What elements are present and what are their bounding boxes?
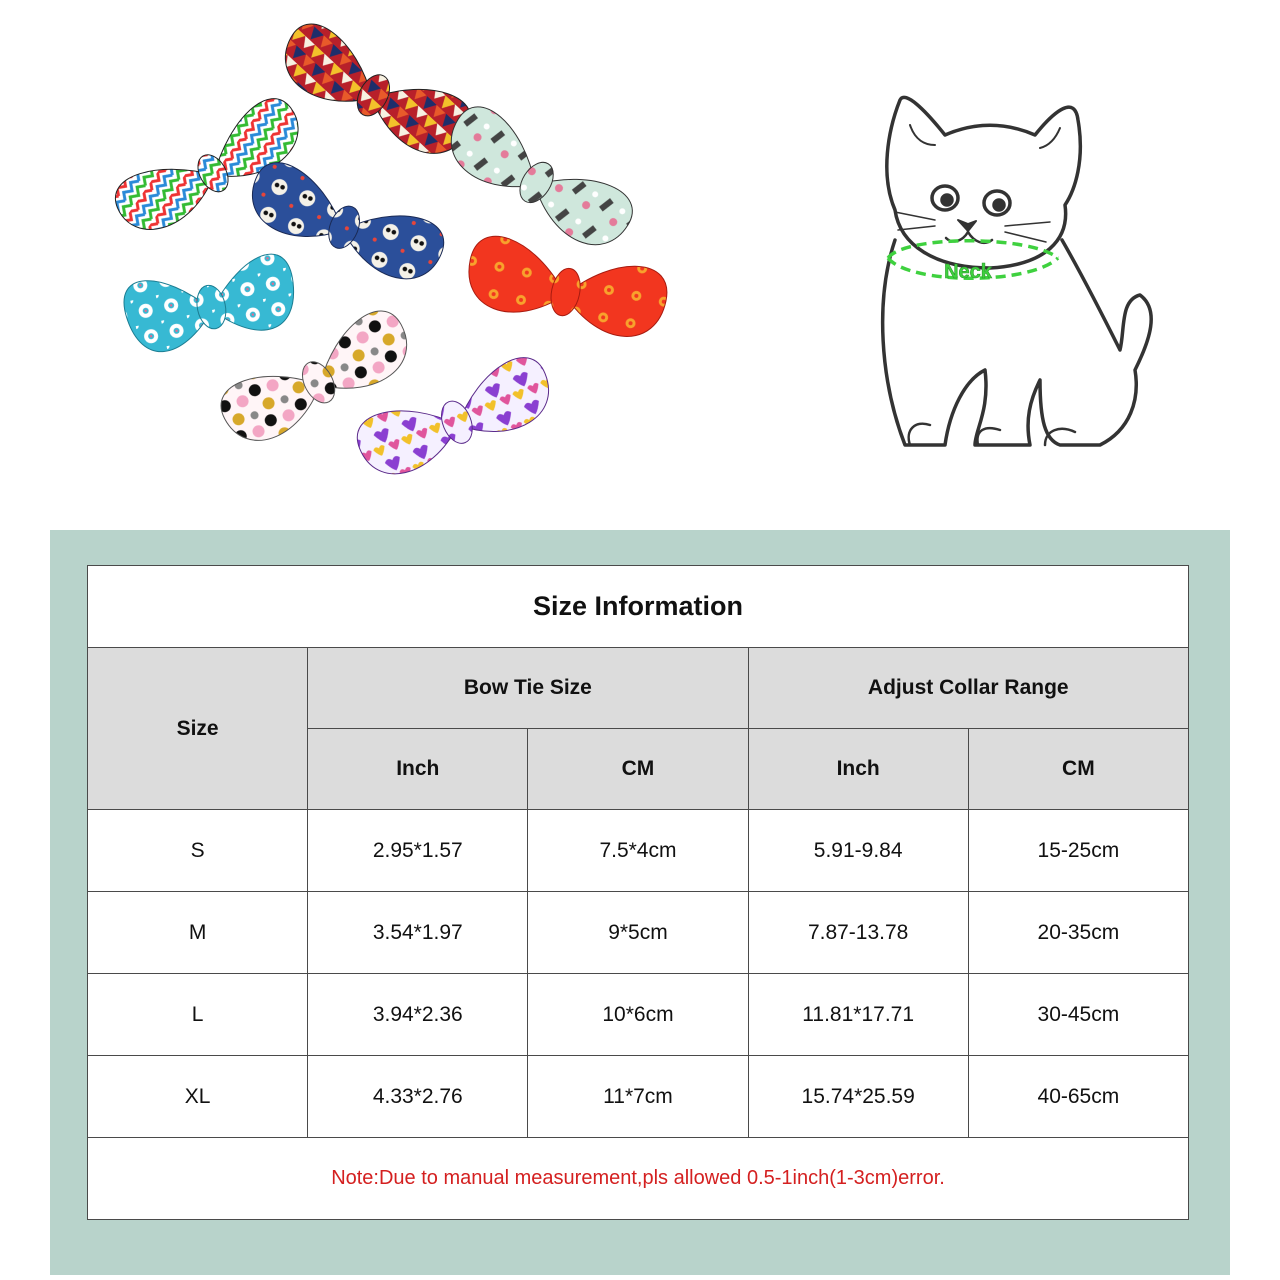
table-row [88,974,1189,1056]
bow-inch-cell: 4.33*2.76 [308,1056,528,1138]
bow-tie-teal [120,250,302,358]
cat-sketch [883,97,1152,445]
collar-cm-cell: 20-35cm [968,892,1188,974]
table-row [88,810,1189,892]
size-table [87,565,1189,1220]
bow-tie-geometric [272,16,479,167]
collar-inch-cell: 11.81*17.71 [748,974,968,1056]
size-cell: M [88,892,308,974]
collar-cm-header: CM [968,729,1188,810]
size-cell: S [88,810,308,892]
bow-cm-cell: 10*6cm [528,974,748,1056]
size-header: Size [88,648,308,810]
table-row [88,892,1189,974]
collar-cm-cell: 40-65cm [968,1056,1188,1138]
bow-tie-size-header: Bow Tie Size [308,648,748,729]
bow-inch-header: Inch [308,729,528,810]
neck-label: Neck [944,261,992,283]
bow-cm-cell: 9*5cm [528,892,748,974]
size-cell: XL [88,1056,308,1138]
table-row [88,1056,1189,1138]
collar-cm-cell: 15-25cm [968,810,1188,892]
collar-inch-cell: 5.91-9.84 [748,810,968,892]
bow-cm-cell: 11*7cm [528,1056,748,1138]
measurement-note: Note:Due to manual measurement,pls allowed 0.5-1inch(1-3cm)error. [88,1138,1189,1220]
product-illustration [0,0,1280,530]
bow-cm-cell: 7.5*4cm [528,810,748,892]
bow-tie-red [461,231,672,343]
collar-cm-cell: 30-45cm [968,974,1188,1056]
collar-inch-cell: 7.87-13.78 [748,892,968,974]
bow-inch-cell: 2.95*1.57 [308,810,528,892]
bow-inch-cell: 3.54*1.97 [308,892,528,974]
bow-tie-mint [437,98,641,259]
bow-cm-header: CM [528,729,748,810]
collar-range-header: Adjust Collar Range [748,648,1188,729]
table-title: Size Information [88,566,1189,648]
collar-inch-header: Inch [748,729,968,810]
size-info-panel [50,530,1230,1275]
bow-inch-cell: 3.94*2.36 [308,974,528,1056]
size-cell: L [88,974,308,1056]
collar-inch-cell: 15.74*25.59 [748,1056,968,1138]
